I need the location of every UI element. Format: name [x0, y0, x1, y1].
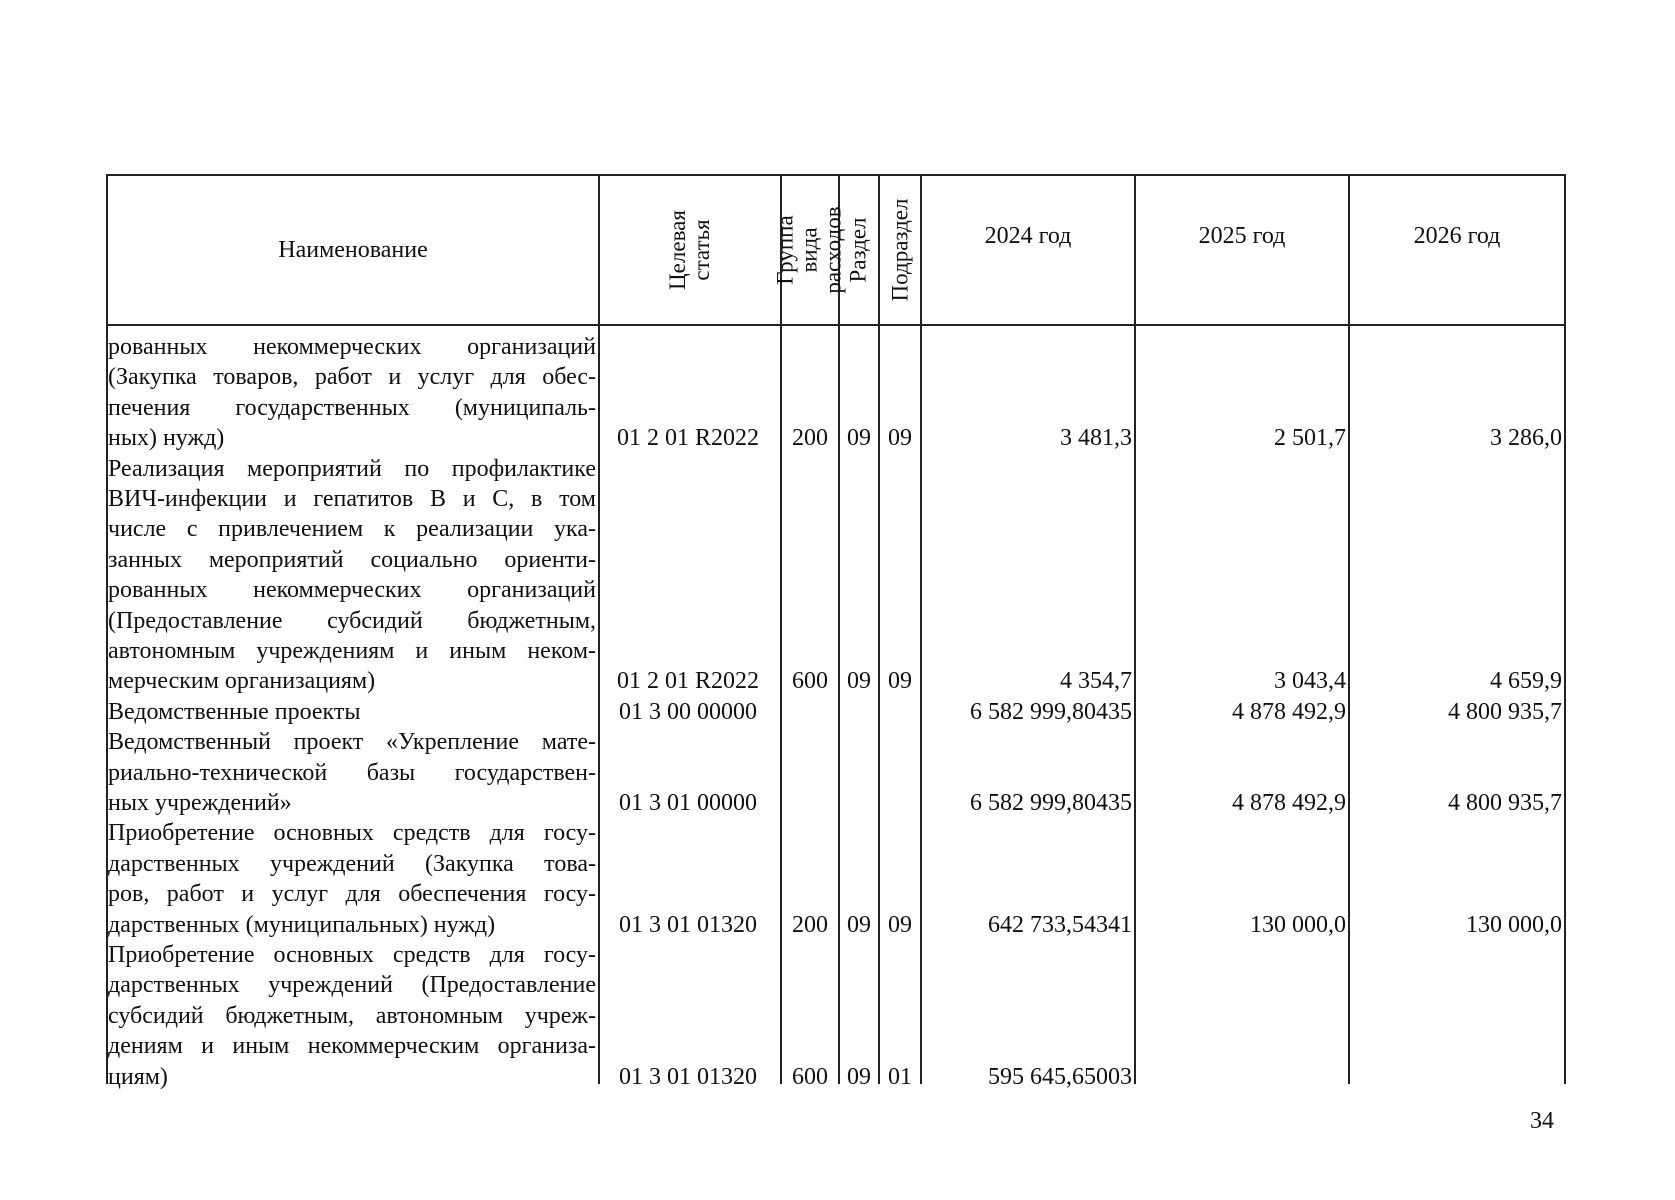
cell-subsection: 09: [888, 911, 912, 938]
cell-name-line: Ведомственный проект «Укрепление мате-: [108, 729, 596, 756]
cell-group: 600: [792, 1063, 828, 1090]
cell-target: 01 3 01 01320: [619, 911, 757, 938]
cell-2026: 3 286,0: [1490, 425, 1562, 452]
cell-group: 200: [792, 911, 828, 938]
budget-table: [106, 174, 1566, 1090]
page-number: 34: [1530, 1108, 1554, 1134]
cell-name-line: рованных некоммерческих организаций: [108, 334, 596, 360]
cell-name: [108, 454, 596, 697]
cell-2024: 6 582 999,80435: [970, 698, 1132, 725]
header-section: Раздел: [846, 217, 871, 283]
cell-name: [108, 332, 596, 454]
cell-group: 200: [792, 425, 828, 452]
cell-name-line: ных) нужд): [108, 425, 225, 452]
cell-name: [108, 727, 596, 818]
col-border: [1348, 174, 1350, 1084]
cell-name-line: дарственных (муниципальных) нужд): [108, 911, 496, 938]
cell-name: [108, 818, 596, 940]
cell-group: 600: [792, 668, 828, 695]
header-2025: 2025 год: [1198, 222, 1286, 249]
cell-name-line: дарственных учреждений (Предоставление: [108, 972, 596, 999]
col-border: [1134, 174, 1136, 1084]
cell-section: 09: [847, 1063, 871, 1090]
cell-name: [108, 697, 596, 727]
cell-2025: 130 000,0: [1250, 911, 1346, 938]
cell-subsection: 01: [888, 1063, 912, 1090]
cell-section: 09: [847, 425, 871, 452]
header-name: Наименование: [278, 236, 428, 263]
cell-section: 09: [847, 911, 871, 938]
cell-name-line: мерческим организациям): [108, 668, 376, 695]
cell-name-line: ных учреждений»: [108, 789, 292, 816]
cell-name-line: Реализация мероприятий по профилактике: [108, 455, 596, 482]
cell-name-line: числе с привлечением к реализации ука-: [108, 516, 596, 543]
cell-section: 09: [847, 668, 871, 695]
cell-2026: 4 800 935,7: [1448, 698, 1562, 725]
header-group: Группа вида расходов: [773, 206, 847, 294]
cell-name: [108, 940, 596, 1092]
cell-subsection: 09: [888, 668, 912, 695]
cell-target: 01 2 01 R2022: [616, 425, 759, 452]
cell-2025: 2 501,7: [1274, 425, 1346, 452]
header-subsection: Подраздел: [887, 198, 913, 302]
cell-2025: 4 878 492,9: [1232, 790, 1346, 816]
cell-2025: 4 878 492,9: [1232, 698, 1346, 725]
cell-name-line: риально-технической базы государствен-: [108, 759, 596, 786]
cell-name-line: автономным учреждениям и иным неком-: [108, 637, 596, 664]
cell-2024: 6 582 999,80435: [970, 790, 1132, 816]
header-target: Целевая статья: [665, 210, 714, 290]
header-2024: 2024 год: [984, 222, 1072, 249]
cell-subsection: 09: [888, 425, 912, 452]
cell-2026: 4 659,9: [1490, 668, 1562, 695]
cell-name-line: Приобретение основных средств для госу-: [108, 942, 596, 968]
cell-name-line: (Предоставление субсидий бюджетным,: [108, 607, 596, 634]
header-bottom-border: [106, 324, 1566, 326]
cell-2024: 3 481,3: [1060, 425, 1132, 452]
cell-2026: 130 000,0: [1466, 911, 1562, 938]
cell-target: 01 3 00 00000: [619, 698, 757, 725]
cell-name-line: дарственных учреждений (Закупка това-: [108, 850, 596, 877]
col-border: [920, 174, 922, 1084]
cell-name-line: Ведомственные проекты: [108, 698, 361, 725]
cell-name-line: дениям и иным некоммерческим организа-: [108, 1033, 596, 1060]
cell-name-line: рованных некоммерческих организаций: [108, 577, 596, 604]
cell-2026: 4 800 935,7: [1448, 790, 1562, 816]
cell-name-line: (Закупка товаров, работ и услуг для обес-: [108, 364, 596, 391]
cell-name-line: циям): [108, 1063, 168, 1090]
cell-2025: 3 043,4: [1274, 668, 1346, 695]
cell-name-line: ров, работ и услуг для обеспечения госу-: [108, 881, 596, 908]
cell-name-line: Приобретение основных средств для госу-: [108, 820, 596, 847]
cell-target: 01 3 01 00000: [619, 790, 757, 816]
cell-target: 01 3 01 01320: [619, 1063, 757, 1090]
cell-name-line: занных мероприятий социально ориенти-: [108, 546, 596, 573]
cell-2024: 595 645,65003: [988, 1063, 1132, 1090]
cell-name-line: печения государственных (муниципаль-: [108, 394, 596, 421]
cell-2024: 642 733,54341: [988, 911, 1132, 938]
cell-2024: 4 354,7: [1060, 668, 1132, 695]
cell-target: 01 2 01 R2022: [616, 668, 759, 695]
cell-name-line: субсидий бюджетным, автономным учреж-: [108, 1002, 596, 1029]
col-border: [1564, 174, 1566, 1084]
cell-name-line: ВИЧ-инфекции и гепатитов В и С, в том: [108, 485, 596, 512]
header-2026: 2026 год: [1413, 222, 1501, 249]
